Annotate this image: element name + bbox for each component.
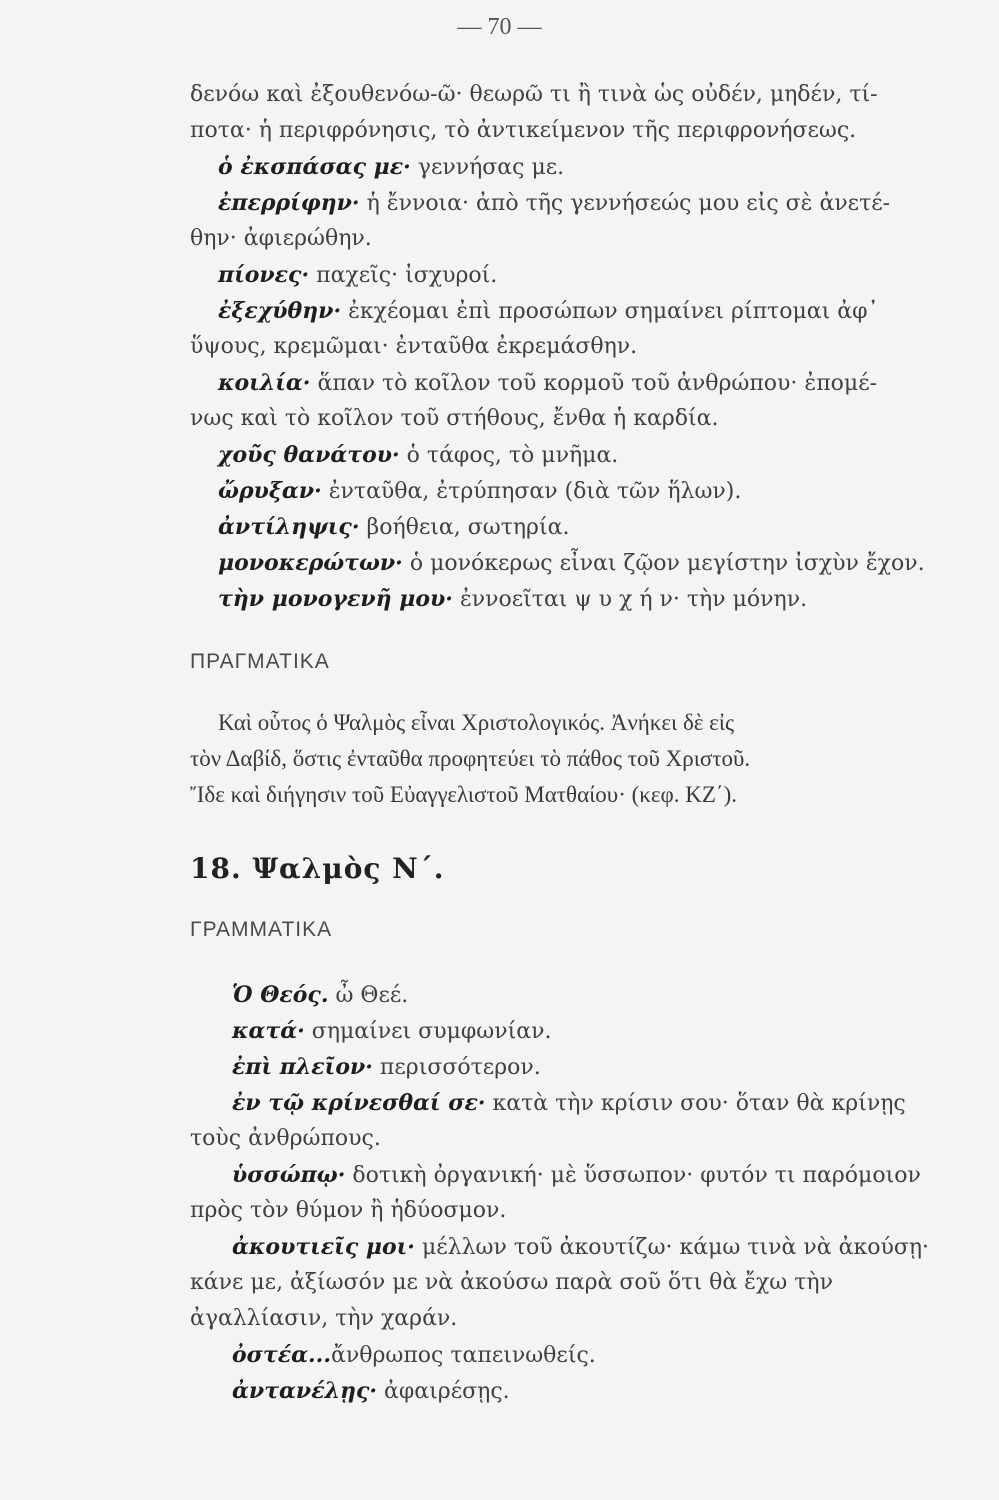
text-line	[190, 116, 856, 146]
gloss-text: ὦ Θεέ.	[328, 983, 409, 1008]
gloss-term: τὴν μονογενῆ μου·	[218, 586, 453, 612]
text-line	[190, 1124, 381, 1154]
text-line	[232, 1052, 541, 1083]
gloss-term: ἐπὶ πλεῖον·	[232, 1054, 373, 1080]
gloss-text: περισσότερον.	[372, 1055, 541, 1080]
text-line	[218, 188, 890, 219]
text-line	[218, 476, 741, 507]
text-line	[232, 980, 408, 1011]
text-line	[232, 1232, 929, 1263]
gloss-term: μονοκερώτων·	[218, 550, 403, 576]
page-number: — 70 —	[457, 14, 542, 40]
gloss-text: δενόω καὶ ἐξουθενόω-ῶ· θεωρῶ τι ἢ τινὰ ὡς οὐδέν, μηδέν, τί-	[190, 82, 878, 107]
text-line	[232, 1088, 906, 1119]
text-line	[218, 368, 877, 399]
paragraph-line: τὸν Δαβίδ, ὅστις ἐνταῦθα προφητεύει τὸ πάθος τοῦ Χριστοῦ.	[190, 746, 751, 771]
gloss-term: κατά·	[232, 1018, 305, 1044]
text-line	[232, 1340, 596, 1371]
psalm-title: 18. Ψαλμὸς Ν΄.	[190, 852, 445, 885]
gloss-text: δοτικὴ ὀργανική· μὲ ὕσσωπον· φυτόν τι παρόμοιον	[345, 1163, 921, 1188]
gloss-text: ἅπαν τὸ κοῖλον τοῦ κορμοῦ τοῦ ἀνθρώπου· ἐπομέ-	[310, 371, 878, 396]
gloss-term: ἀντανέλῃς·	[232, 1378, 378, 1404]
gloss-term: χοῦς θανάτου·	[218, 442, 400, 468]
text-line	[232, 1376, 510, 1407]
gloss-term: ἐπερρίφην·	[218, 190, 360, 216]
gloss-term: ὑσσώπῳ·	[232, 1162, 346, 1188]
text-line	[232, 1016, 551, 1047]
text-line	[218, 296, 879, 327]
gloss-text: νως καὶ τὸ κοῖλον τοῦ στήθους, ἔνθα ἡ καρδία.	[190, 406, 719, 431]
gloss-text: ὁ τάφος, τὸ μνῆμα.	[399, 443, 619, 468]
text-line	[218, 152, 564, 183]
gloss-term: ὁ ἐκσπάσας με·	[218, 154, 411, 180]
heading-pragmatika: ΠΡΑΓΜΑΤΙΚΑ	[190, 650, 330, 673]
gloss-term: ἀκουτιεῖς μοι·	[232, 1234, 415, 1260]
gloss-text: γεννήσας με.	[410, 155, 565, 180]
gloss-term: ὀστέα...	[232, 1342, 331, 1368]
text-line	[218, 584, 807, 615]
gloss-text: ὕψους, κρεμῶμαι· ἐνταῦθα ἐκρεμάσθην.	[190, 334, 638, 359]
text-line	[190, 80, 878, 110]
gloss-text: κάνε με, ἀξίωσόν με νὰ ἀκούσω παρὰ σοῦ ὅτι θὰ ἔχω τὴν	[190, 1270, 833, 1295]
text-line	[190, 1304, 457, 1334]
text-line	[232, 1160, 921, 1191]
gloss-text: παχεῖς· ἰσχυροί.	[309, 263, 498, 288]
text-line	[218, 548, 925, 579]
gloss-term: κοιλία·	[218, 370, 311, 396]
gloss-text: ἀγαλλίασιν, τὴν χαράν.	[190, 1306, 458, 1331]
text-line	[190, 404, 718, 434]
paragraph-line: Καὶ οὗτος ὁ Ψαλμὸς εἶναι Χριστολογικός. Ἀνήκει δὲ εἰς	[218, 710, 735, 735]
text-line	[218, 512, 569, 543]
gloss-text: ἐννοεῖται ψ υ χ ή ν· τὴν μόνην.	[452, 587, 808, 612]
gloss-text: μέλλων τοῦ ἀκουτίζω· κάμω τινὰ νὰ ἀκούσῃ·	[414, 1235, 930, 1260]
text-line	[190, 1196, 506, 1226]
gloss-text: σημαίνει συμφωνίαν.	[304, 1019, 552, 1044]
gloss-text: τοὺς ἀνθρώπους.	[190, 1126, 381, 1151]
gloss-text: ἐνταῦθα, ἐτρύπησαν (διὰ τῶν ἥλων).	[321, 479, 742, 504]
gloss-text: ἡ ἔννοια· ἀπὸ τῆς γεννήσεώς μου εἰς σὲ ἀνετέ-	[359, 191, 891, 216]
gloss-text: ποτα· ἡ περιφρόνησις, τὸ ἀντικείμενον τῆς περιφρονήσεως.	[190, 118, 857, 143]
gloss-term: Ὁ Θεός.	[232, 982, 329, 1008]
gloss-text: βοήθεια, σωτηρία.	[359, 515, 570, 540]
gloss-term: ὤρυξαν·	[218, 478, 322, 504]
text-line	[190, 332, 637, 362]
gloss-text: ἄνθρωπος ταπεινωθείς.	[330, 1343, 596, 1368]
text-line	[218, 440, 618, 471]
gloss-text: πρὸς τὸν θύμον ἢ ἡδύοσμον.	[190, 1198, 507, 1223]
gloss-text: κατὰ τὴν κρίσιν σου· ὅταν θὰ κρίνῃς	[485, 1091, 906, 1116]
gloss-term: ἐξεχύθην·	[218, 298, 342, 324]
text-line	[218, 260, 497, 291]
heading-grammatika: ΓΡΑΜΜΑΤΙΚΑ	[190, 918, 333, 941]
gloss-text: ἀφαιρέσῃς.	[377, 1379, 510, 1404]
gloss-term: πίονες·	[218, 262, 310, 288]
text-line	[190, 1268, 833, 1298]
gloss-term: ἀντίληψις·	[218, 514, 360, 540]
gloss-text: ὁ μονόκερως εἶναι ζῷον μεγίστην ἰσχὺν ἔχον.	[402, 551, 925, 576]
gloss-text: θην· ἀφιερώθην.	[190, 226, 372, 251]
gloss-text: ἐκχέομαι ἐπὶ προσώπων σημαίνει ρίπτομαι ἀφ᾽	[341, 299, 879, 324]
text-line	[190, 224, 372, 254]
gloss-term: ἐν τῷ κρίνεσθαί σε·	[232, 1090, 486, 1116]
paragraph-line: Ἴδε καὶ διήγησιν τοῦ Εὐαγγελιστοῦ Ματθαίου· (κεφ. ΚΖ΄).	[190, 782, 738, 807]
